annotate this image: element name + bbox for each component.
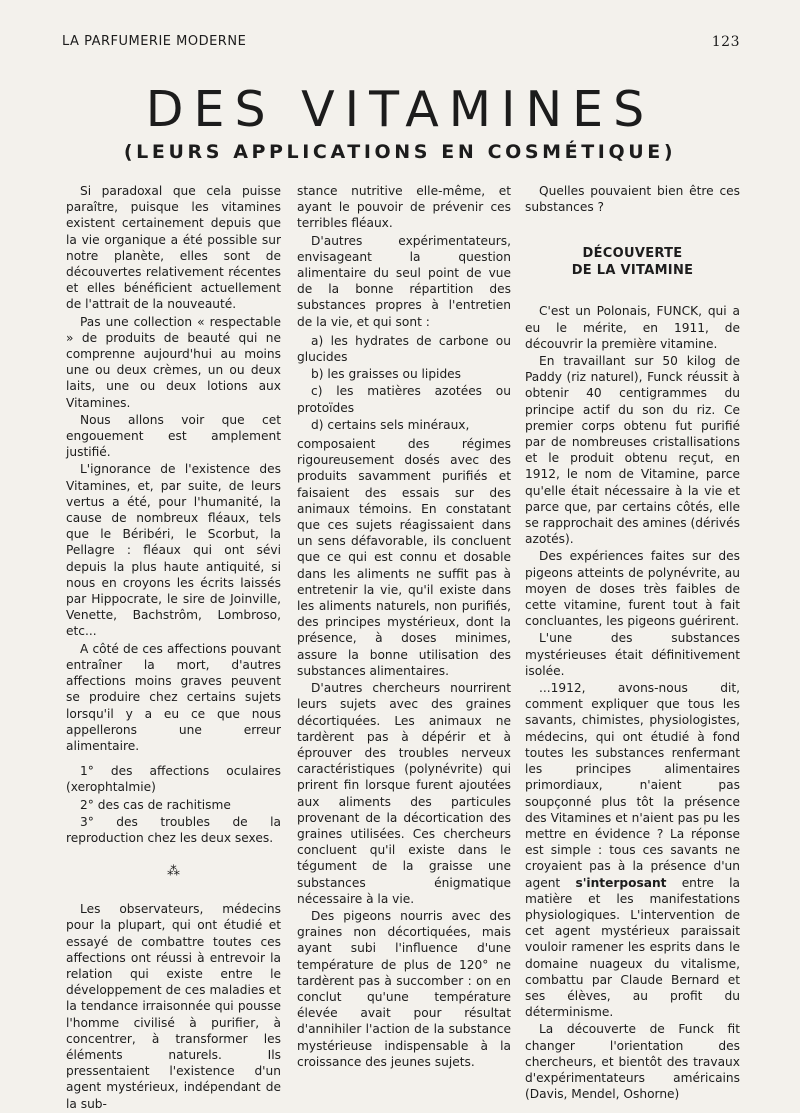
paragraph: C'est un Polonais, FUNCK, qui a eu le mérite, en 1911, de découvrir la première vitamine. xyxy=(525,304,740,351)
lettered-list xyxy=(297,333,511,433)
paragraph xyxy=(525,680,740,1020)
text-column-1 xyxy=(66,183,281,1113)
paragraph: A côté de ces affections pouvant entraîner la mort, d'autres affections moins graves peuvent se produire chez certains sujets lorsqu'il y a eu ce que nous appellerons une erreur alimentaire. xyxy=(66,641,281,753)
paragraph: D'autres expérimentateurs, envisageant la question alimentaire du seul point de vue de la bonne répartition des substances propres à l'entretien de la vie, et qui sont : xyxy=(297,233,511,329)
paragraph: Nous allons voir que cet engouement est amplement justifié. xyxy=(66,412,281,460)
heading-line: DÉCOUVERTE xyxy=(582,246,683,262)
paragraph: Pas une collection « respectable » de produits de beauté qui ne comprenne aujourd'hui au moins une ou deux crèmes, un ou deux laits, une ou deux lotions aux Vitamines. xyxy=(66,314,281,410)
paragraph: D'autres chercheurs nourrirent leurs sujets avec des graines décortiquées. Les animaux ne tardèrent pas à dépérir et à éprouver des troubles nerveux caractéristiques (polynévrite) qui prirent fin lorsque furent ajoutées aux aliments des particules provenant de la décortication des graines utilisées. Ces chercheurs concluent qu'il existe dans le tégument de la graisse une substances énigmatique nécessaire à la vie. xyxy=(297,681,511,906)
paragraph: Des expériences faites sur des pigeons atteints de polynévrite, au moyen de doses très faibles de cette vitamine, furent tout à fait concluantes, les pigeons guérirent. xyxy=(525,549,740,629)
paragraph: Les observateurs, médecins pour la plupart, qui ont étudié et essayé de combattre toutes ces affections ont réussi à entrevoir la relation qui existe entre le développement de ces maladies et la tendance irraisonnée qui pousse l'homme civilisé à purifier, à concentrer, à transformer les éléments naturels. Ils pressentaient l'existence d'un agent mystérieux, indépendant de la sub- xyxy=(66,902,281,1111)
paragraph: Si paradoxal que cela puisse paraître, puisque les vitamines existent certainement depuis que la vie organique a été possible sur notre planète, elles sont de découvertes relativement récentes et elles bénéficient actuellement de l'attrait de la nouveauté. xyxy=(66,184,281,312)
journal-name: LA PARFUMERIE MODERNE xyxy=(62,34,247,49)
paragraph: Quelles pouvaient bien être ces substances ? xyxy=(525,184,740,215)
paragraph: composaient des régimes rigoureusement dosés avec des produits savamment purifiés et faisaient des essais sur des animaux témoins. En constatant que ces sujets réagissaient dans un sens défavorable, ils concluent que ce qui est connu et dosable dans les aliments ne suffit pas à entretenir la vie, qu'il existe dans les aliments naturels, non purifiés, des principes mystérieux, dont la présence, à doses minimes, assure la bonne utilisation des substances alimentaires. xyxy=(297,437,511,678)
paragraph-text: ...1912, avons-nous dit, comment expliquer que tous les savants, chimistes, physiologistes, médecins, qui ont étudié à fond toutes les substances renfermant les principes alimentaires primordiaux, n'aient pas soupçonné plus tôt la présence des Vitamines et n'aient pas pu les mettre en évidence ? La réponse est simple : tous ces savants ne croyaient pas à la présence d'un agent xyxy=(525,681,740,890)
text-column-3 xyxy=(525,183,740,1103)
list-item: 1° des affections oculaires (xerophtalmie) xyxy=(66,764,281,795)
list-item: b) les graisses ou lipides xyxy=(311,367,462,382)
list-item: d) certains sels minéraux, xyxy=(311,417,470,432)
paragraph: Des pigeons nourris avec des graines non décortiquées, mais ayant subi l'influence d'une température de plus de 120° ne tardèrent pas à succomber : on en conclut qu'une température élevée avait pour résultat d'annihiler l'action de la substance mystérieuse indispensable à la croissance des jeunes sujets. xyxy=(297,908,511,1069)
list-item: 2° des cas de rachitisme xyxy=(80,797,231,812)
paragraph: L'ignorance de l'existence des Vitamines, et, par suite, de leurs vertus a été, pour l'humanité, la cause de nombreux fléaux, tels que le Béribéri, le Scorbut, la Pellagre : fléaux qui ont sévi depuis la plus haute antiquité, si nous en croyons les écrits laissés par Hippocrate, le sire de Joinville, Venette, Bachstrôm, Lombroso, etc... xyxy=(66,462,281,639)
text-column-2 xyxy=(297,183,511,1071)
list-item: c) les matières azotées ou protoïdes xyxy=(297,384,511,415)
list-item: 3° des troubles de la reproduction chez les deux sexes. xyxy=(66,814,281,845)
paragraph: La découverte de Funck fit changer l'orientation des chercheurs, et bientôt des travaux d'expérimentateurs américains (Davis, Mendel, Oshorne) xyxy=(525,1022,740,1102)
heading-line: DE LA VITAMINE xyxy=(571,263,694,279)
paragraph: stance nutritive elle-même, et ayant le pouvoir de prévenir ces terribles fléaux. xyxy=(297,184,511,231)
article-subtitle: (LEURS APPLICATIONS EN COSMÉTIQUE) xyxy=(123,141,677,163)
paragraph: En travaillant sur 50 kilog de Paddy (riz naturel), Funck réussit à obtenir 40 centigrammes du principe actif du son du riz. Ce premier corps obtenu fut purifié par de nombreuses cristallisations et le produit obtenu reçut, en 1912, le nom de Vitamine, parce qu'elle était nécessaire à la vie et parce que, par certains côtés, elle se rapprochait des amines (dérivés azotés). xyxy=(525,354,740,547)
emphasized-word: s'interposant xyxy=(575,875,667,890)
asterism-divider: ⁂ xyxy=(167,864,180,880)
running-header xyxy=(62,34,740,54)
list-item: a) les hydrates de carbone ou glucides xyxy=(297,333,511,365)
article-title: DES VITAMINES xyxy=(145,81,655,138)
paragraph: L'une des substances mystérieuses était définitivement isolée. xyxy=(525,631,740,678)
page-number: 123 xyxy=(711,34,740,50)
section-heading xyxy=(525,245,740,279)
numbered-list xyxy=(66,763,281,846)
paragraph-text: entre la matière et les manifestations physiologiques. L'intervention de cet agent mystérieux paraissait vouloir ramener les esprits dans le domaine nuageux du vitalisme, combattu par Claude Bernard et ses élèves, au profit du déterminisme. xyxy=(525,875,740,1020)
